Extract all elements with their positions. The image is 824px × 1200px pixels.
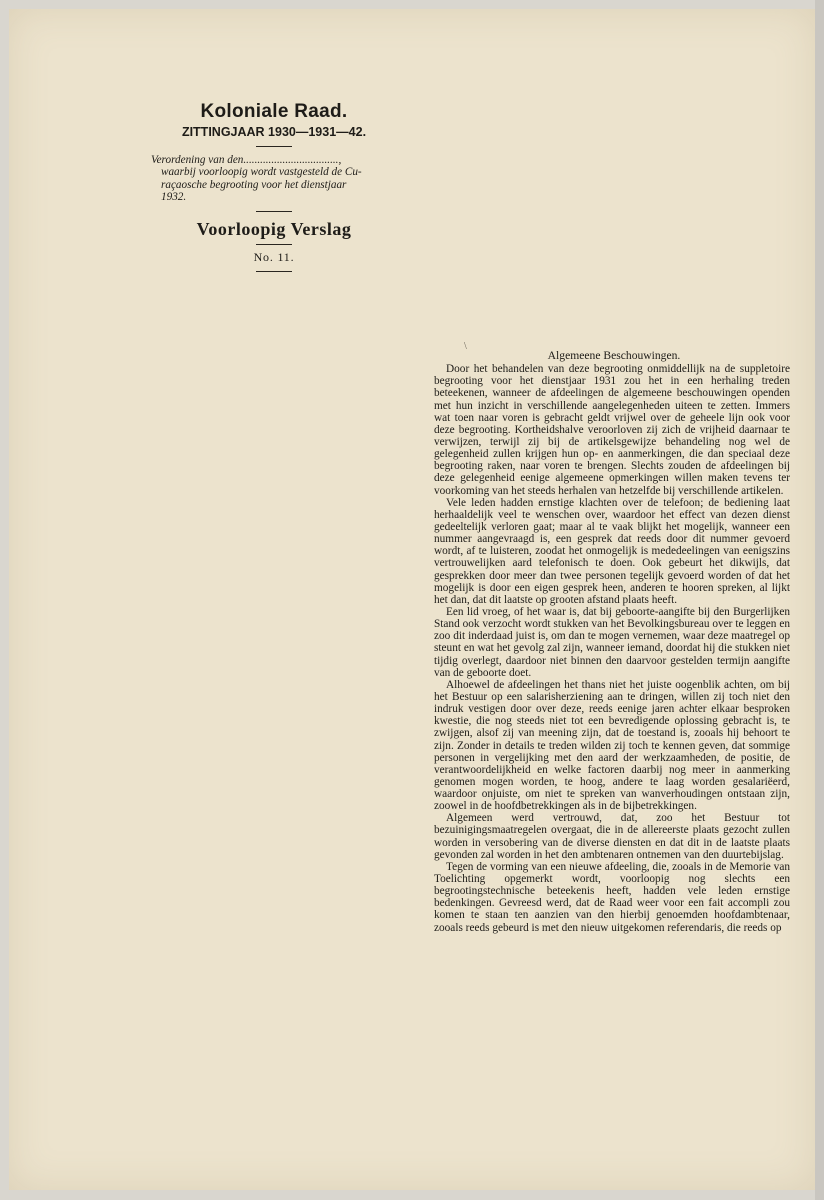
ordinance-line: Verordening van den..................................,: [151, 154, 342, 166]
ordinance-line: raçaosche begrooting voor het dienstjaar: [161, 178, 347, 191]
paragraph: Door het behandelen van deze begrooting onmiddellijk na de suppletoire begrooting voor het dienstjaar 1931 zou het in een herhaling treden beteekenen, wanneer de afdeelingen de algemeene beschouwingen openden met hun inzicht in verschillende aangelegenheden uiteen te zetten. Immers wat toen naar voren is gebracht geldt vrijwel over de geheele lijn ook voor deze begrooting. Kortheidshalve veroorloven zij zich de vrijheid daarnaar te verwijzen, terwijl zij bij de artikelsgewijze behandeling nog wel de gelegenheid zullen krijgen hun op- en aanmerkingen, die dan speciaal deze begrooting raken, naar voren te brengen. Slechts zouden de afdeelingen bij deze gelegenheid eenige algemeene opmerkingen willen maken tevens ter voorkoming van het steeds herhalen van hetzelfde bij verschillende artikelen.: [434, 363, 790, 497]
paragraph: Tegen de vorming van een nieuwe afdeeling, die, zooals in de Memorie van Toelichting opgemerkt wordt, voorloopig nog slechts een begrootingstechnische beteekenis heeft, hadden vele leden ernstige bedenkingen. Gevreesd werd, dat de Raad weer voor een fait accompli zou komen te staan ten aanzien van den hierbij genoemden hoofdambtenaar, zooals reeds gebeurd is met den nieuw uitgekomen referendaris, die reeds op: [434, 860, 790, 934]
divider: [256, 244, 292, 245]
section-title: Algemeene Beschouwingen.: [547, 349, 681, 362]
report-title: Voorloopig Verslag: [196, 218, 352, 239]
paragraph: Vele leden hadden ernstige klachten over de telefoon; de bediening laat herhaaldelijk veel te wenschen over, waardoor het effect van dezen dienst gedeeltelijk verloren gaat; maar al te vaak blijkt het mogelijk, wanneer een nummer aangevraagd is, een gesprek dat reeds door dit nummer gevoerd wordt, af te luisteren, zoodat het onmogelijk is mededeelingen van eenigszins vertrouwelijken aard telefonisch te doen. Ook gebeurt het dikwijls, dat gesprekken door meer dan twee personen tegelijk gevoerd worden of dat het mogelijk is door een eigen gesprek heen, anderen te hooren spreken, al lijkt het dan, dat dit laatste op grooten afstand plaats heeft.: [434, 496, 790, 606]
divider: [256, 146, 292, 147]
divider: [256, 271, 292, 272]
document-page: [9, 9, 815, 1190]
session-year: ZITTINGJAAR 1930—1931—42.: [181, 125, 367, 139]
council-name: Koloniale Raad.: [200, 101, 348, 122]
ordinance-line: 1932.: [161, 191, 187, 204]
paragraph: Alhoewel de afdeelingen het thans niet het juiste oogenblik achten, om bij het Bestuur op een salarisherziening aan te dringen, willen zij toch niet den indruk vestigen door over deze, reeds eenige jaren achter elkaar besproken kwestie, die nog steeds niet tot een bevredigende oplossing gebracht is, te zwijgen, alsof zij van meening zijn, dat de toestand is, zooals hij behoort te zijn. Zonder in details te treden wilden zij toch te kennen geven, dat sommige personen in vergelijking met den aard der werkzaamheden, de positie, de verantwoordelijkheid en welke factoren daarbij nog meer in aanmerking genomen mogen worden, te hoog, andere te laag worden gesalariëerd, waardoor onjuiste, om niet te spreken van wanverhoudingen ontstaan zijn, zoowel in de hoofdbetrekkingen als in de bijbetrekkingen.: [434, 678, 790, 813]
document-header: [149, 101, 399, 279]
ordinance-line: waarbij voorloopig wordt vastgesteld de Cu-: [161, 166, 362, 179]
pencil-mark: \: [464, 341, 467, 352]
report-number: No. 11.: [253, 249, 295, 264]
scan-edge: [815, 0, 824, 1200]
ordinance-description: [151, 154, 397, 204]
paragraph: Algemeen werd vertrouwd, dat, zoo het Bestuur tot bezuinigingsmaatregelen overgaat, die in de allereerste plaats gezocht zullen worden in versobering van de diverse diensten en dat dit in de laatste plaats gevonden zal worden in het den ambtenaren ontnemen van den duurtebijslag.: [434, 812, 790, 861]
report-body: [434, 350, 790, 934]
divider: [256, 211, 292, 212]
paragraph: Een lid vroeg, of het waar is, dat bij geboorte-aangifte bij den Burgerlijken Stand ook verzocht wordt stukken van het Bevolkingsbureau over te leggen en zoo dit inderdaad juist is, om dan te mogen vernemen, waar deze maatregel op steunt en wat het gevolg zal zijn, wanneer iemand, doordat hij die stukken niet tijdig overlegt, daardoor niet binnen den daarvoor gestelden termijn aangifte van de geboorte doet.: [434, 605, 790, 679]
